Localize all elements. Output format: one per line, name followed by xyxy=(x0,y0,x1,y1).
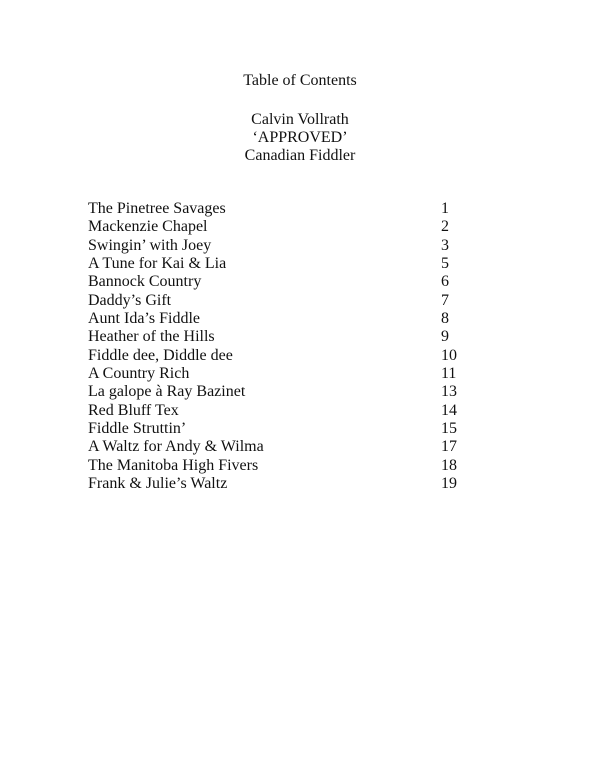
toc-entry-page: 10 xyxy=(441,346,457,364)
table-of-contents xyxy=(88,200,468,493)
toc-entry-page: 18 xyxy=(441,456,457,474)
toc-entry-title: A Waltz for Andy & Wilma xyxy=(88,438,264,456)
toc-entry xyxy=(88,200,468,218)
toc-entry-title: La galope à Ray Bazinet xyxy=(88,383,246,401)
toc-entry xyxy=(88,402,468,420)
toc-entry-title: Swingin’ with Joey xyxy=(88,236,212,254)
toc-entry-page: 6 xyxy=(441,273,449,291)
toc-entry-page: 7 xyxy=(441,291,449,309)
toc-entry xyxy=(88,273,468,291)
toc-entry xyxy=(88,457,468,475)
toc-entry-page: 9 xyxy=(441,328,449,346)
toc-entry-title: Fiddle dee, Diddle dee xyxy=(88,346,233,364)
toc-entry xyxy=(88,237,468,255)
toc-entry-title: A Country Rich xyxy=(88,364,190,382)
toc-entry xyxy=(88,438,468,456)
toc-entry xyxy=(88,347,468,365)
toc-entry xyxy=(88,475,468,493)
toc-entry-title: Red Bluff Tex xyxy=(88,401,179,419)
toc-entry xyxy=(88,255,468,273)
approved-label: ‘APPROVED’ xyxy=(252,129,348,146)
toc-entry-title: A Tune for Kai & Lia xyxy=(88,254,227,272)
toc-entry-page: 2 xyxy=(441,218,449,236)
toc-entry-title: Mackenzie Chapel xyxy=(88,218,208,236)
toc-entry xyxy=(88,328,468,346)
toc-entry xyxy=(88,218,468,236)
toc-entry-title: The Manitoba High Fivers xyxy=(88,456,259,474)
toc-entry xyxy=(88,292,468,310)
toc-entry xyxy=(88,383,468,401)
page-subtitle: Canadian Fiddler xyxy=(244,147,356,164)
toc-entry-page: 14 xyxy=(441,401,457,419)
toc-entry-page: 17 xyxy=(441,438,457,456)
toc-entry-page: 5 xyxy=(441,254,449,272)
toc-entry-page: 15 xyxy=(441,419,457,437)
toc-entry-title: Aunt Ida’s Fiddle xyxy=(88,309,200,327)
page-title: Table of Contents xyxy=(243,72,357,89)
toc-entry-page: 3 xyxy=(441,236,449,254)
author-name: Calvin Vollrath xyxy=(251,111,349,128)
toc-entry-page: 1 xyxy=(441,200,449,217)
toc-entry-title: Fiddle Struttin’ xyxy=(88,419,187,437)
toc-entry xyxy=(88,365,468,383)
toc-entry xyxy=(88,420,468,438)
toc-entry-title: Heather of the Hills xyxy=(88,328,215,346)
toc-entry-title: The Pinetree Savages xyxy=(88,200,226,217)
toc-entry-page: 13 xyxy=(441,383,457,401)
toc-entry xyxy=(88,310,468,328)
toc-entry-page: 11 xyxy=(441,364,457,382)
toc-entry-page: 19 xyxy=(441,474,457,492)
toc-entry-title: Bannock Country xyxy=(88,273,202,291)
toc-entry-title: Daddy’s Gift xyxy=(88,291,172,309)
toc-entry-title: Frank & Julie’s Waltz xyxy=(88,474,228,492)
toc-entry-page: 8 xyxy=(441,309,449,327)
